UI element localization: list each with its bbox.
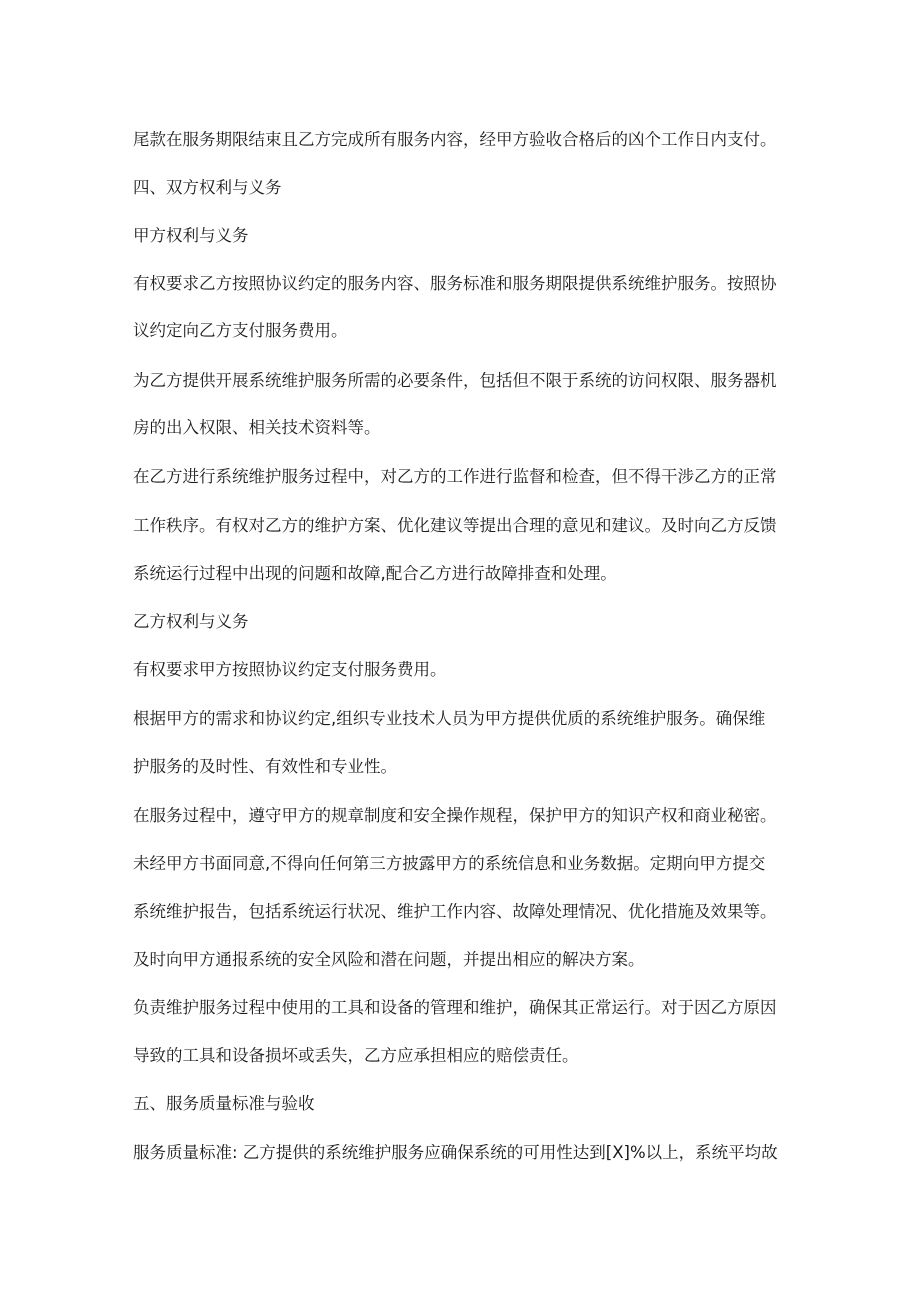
text-line: 尾款在服务期限结束且乙方完成所有服务内容，经甲方验收合格后的凶个工作日内支付。 bbox=[133, 130, 777, 149]
text-line: 工作秩序。有权对乙方的维护方案、优化建议等提出合理的意见和建议。及时向乙方反馈 bbox=[133, 516, 777, 535]
text-line: 在乙方进行系统维护服务过程中，对乙方的工作进行监督和检查，但不得干涉乙方的正常 bbox=[133, 467, 777, 486]
subsection-heading: 乙方权利与义务 bbox=[133, 612, 249, 631]
text-line: 有权要求甲方按照协议约定支付服务费用。 bbox=[133, 660, 447, 679]
text-line: 根据甲方的需求和协议约定,组织专业技术人员为甲方提供优质的系统维护服务。确保维 bbox=[133, 709, 766, 728]
subsection-heading: 甲方权利与义务 bbox=[133, 226, 249, 245]
text-line: 系统运行过程中出现的问题和故障,配合乙方进行故障排查和处理。 bbox=[133, 564, 617, 583]
text-line: 服务质量标准: 乙方提供的系统维护服务应确保系统的可用性达到[X]%以上，系统平均故 bbox=[133, 1143, 778, 1162]
text-line: 导致的工具和设备损坏或丢失，乙方应承担相应的赔偿责任。 bbox=[133, 1046, 579, 1065]
text-line: 护服务的及时性、有效性和专业性。 bbox=[133, 757, 397, 776]
text-line: 为乙方提供开展系统维护服务所需的必要条件，包括但不限于系统的访问权限、服务器机 bbox=[133, 371, 777, 390]
section-heading: 四、双方权利与义务 bbox=[133, 178, 282, 197]
section-heading: 五、服务质量标准与验收 bbox=[133, 1094, 315, 1113]
text-line: 在服务过程中，遵守甲方的规章制度和安全操作规程，保护甲方的知识产权和商业秘密。 bbox=[133, 806, 777, 825]
text-line: 未经甲方书面同意,不得向任何第三方披露甲方的系统信息和业务数据。定期向甲方提交 bbox=[133, 854, 766, 873]
text-line: 系统维护报告，包括系统运行状况、维护工作内容、故障处理情况、优化措施及效果等。 bbox=[133, 902, 777, 921]
text-line: 及时向甲方通报系统的安全风险和潜在问题，并提出相应的解决方案。 bbox=[133, 950, 645, 969]
text-line: 房的出入权限、相关技术资料等。 bbox=[133, 418, 381, 437]
text-line: 负责维护服务过程中使用的工具和设备的管理和维护，确保其正常运行。对于因乙方原因 bbox=[133, 998, 777, 1017]
text-line: 有权要求乙方按照协议约定的服务内容、服务标准和服务期限提供系统维护服务。按照协 bbox=[133, 274, 777, 293]
text-line: 议约定向乙方支付服务费用。 bbox=[133, 321, 348, 340]
